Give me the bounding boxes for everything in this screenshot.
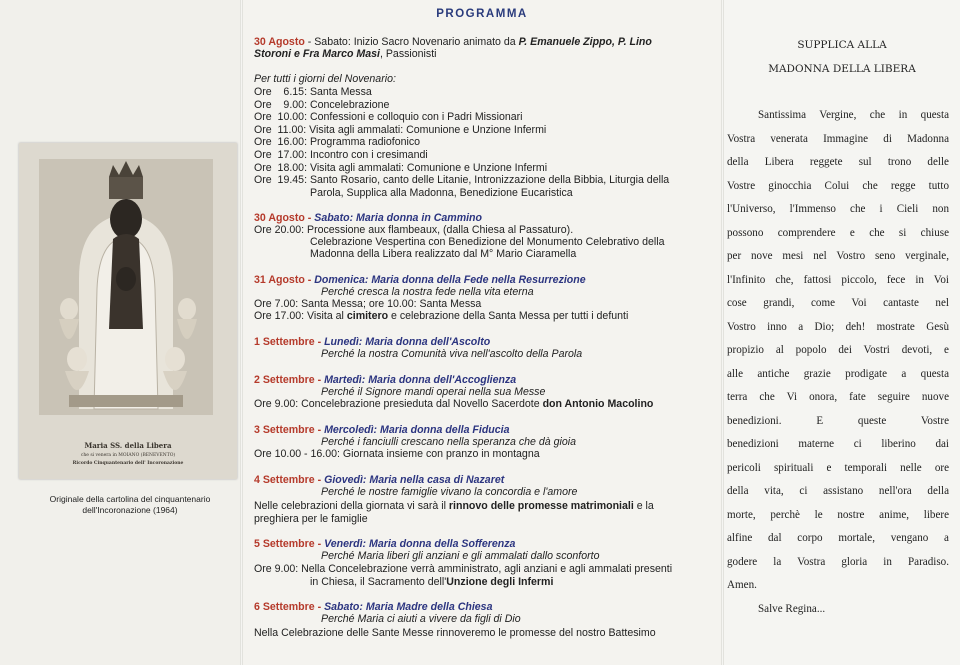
prayer-line: cose grandi, come Voi cantaste nel (727, 297, 949, 309)
prayer-line: benedizioni. E queste Vostre (727, 414, 949, 427)
event-line (254, 500, 654, 512)
time: Ore 6.15 (254, 86, 305, 98)
prayer-line: della Libera reggete sul trono delle (727, 156, 949, 168)
activity: : Incontro con i cresimandi (304, 149, 428, 161)
sep: - (314, 336, 325, 348)
event-line (254, 310, 628, 322)
theme: Giovedì: Maria nella casa di Nazaret (324, 474, 505, 486)
prayer-line: morte, perchè le nostre anime, libere (727, 508, 949, 521)
event-line: Ore 7.00: Santa Messa; ore 10.00: Santa Messa (254, 298, 482, 310)
event-line: Madonna della Libera realizzato dal M° Mario Ciaramella (310, 248, 577, 260)
time: Ore 9.00 (254, 98, 305, 111)
sep: - (314, 374, 325, 386)
postcard-title: Maria SS. della Libera (84, 441, 172, 450)
prayer-line: Vostre ginocchia Colui che regge tutto (727, 179, 949, 192)
date: 31 Agosto (254, 274, 305, 286)
date: 5 Settembre (254, 538, 315, 550)
motto: Perché i fanciulli crescano nella speranza che dà gioia (321, 436, 576, 448)
sep: - (314, 538, 325, 550)
prayer-line: alfine dal corpo mortale, vengano a (727, 532, 949, 544)
event-line: Nella Celebrazione delle Sante Messe rinnoveremo le promesse del nostro Battesimo (254, 627, 656, 639)
missionaries: P. Emanuele Zippo, P. Lino (518, 36, 652, 48)
motto: Perché il Signore mandi operai nella sua Messe (321, 386, 546, 398)
prayer-line: Vostra venerata Immagine di Madonna (727, 132, 949, 145)
day1-line (254, 48, 437, 60)
prayer-line: l'Infinito che, fattosi piccolo, fece in Voi (727, 273, 949, 286)
day-heading (254, 538, 515, 550)
event-line: preghiera per le famiglie (254, 513, 368, 525)
highlight: Unzione degli Infermi (446, 576, 554, 588)
prayer-closing: Salve Regina... (758, 603, 826, 615)
sep: - (314, 424, 325, 436)
day-heading (254, 336, 490, 348)
theme: Domenica: Maria donna della Fede nella Resurrezione (314, 274, 586, 286)
caption-line: Originale della cartolina del cinquantenario (49, 494, 211, 504)
day-heading (254, 474, 504, 486)
day-heading (254, 601, 492, 613)
theme: Martedì: Maria donna dell'Accoglienza (324, 374, 517, 386)
prayer-title: SUPPLICA ALLA (797, 39, 887, 51)
prayer-line: alle antiche grazie prodigate a questa (727, 367, 949, 380)
day1-line (254, 36, 652, 48)
sep: - (304, 274, 315, 286)
date: 2 Settembre (254, 374, 315, 386)
date: 6 Settembre (254, 601, 315, 613)
time: Ore 18.00 (254, 161, 305, 174)
activity: : Santo Rosario, canto delle Litanie, Intronizzazione della Bibbia, Liturgia della (304, 174, 670, 187)
time: Ore 17.00 (254, 149, 305, 161)
activity: : Programma radiofonico (304, 136, 421, 149)
prayer-line: godere la Vostra gloria in Paradiso. (727, 555, 949, 568)
prayer-line: Amen. (727, 579, 757, 591)
prayer-line: propizio al popolo dei Vostri devoti, e (727, 344, 949, 356)
text: - Sabato: Inizio Sacro Novenario animato da (304, 36, 519, 48)
date: 30 Agosto (254, 36, 305, 48)
prayer-line: pericoli spirituali e temporali nelle ore (727, 461, 949, 474)
date: 1 Settembre (254, 336, 315, 348)
sep: - (314, 601, 325, 613)
theme: Lunedì: Maria donna dell'Ascolto (324, 336, 491, 348)
time: Ore 19.45 (254, 174, 305, 187)
event-line: Ore 9.00: Nella Concelebrazione verrà amministrato, agli anziani e agli ammalati presenti (254, 563, 673, 575)
theme: Venerdì: Maria donna della Sofferenza (324, 538, 516, 550)
motto: Perché cresca la nostra fede nella vita eterna (321, 286, 534, 298)
activity: : Concelebrazione (304, 98, 390, 111)
prayer-line: possono comprendere e che si chiuse (727, 226, 949, 239)
day-heading (254, 212, 482, 224)
time: Ore 16.00 (254, 136, 305, 149)
event-line: Celebrazione Vespertina con Benedizione del Monumento Celebrativo della (310, 236, 665, 248)
novenario-continuation: Parola, Supplica alla Madonna, Benedizione Eucaristica (310, 187, 573, 199)
motto: Perché Maria ci aiuti a vivere da figli di Dio (321, 613, 521, 625)
prayer-line: Vostro inno a Dio; deh! mostrate Gesù (727, 320, 949, 333)
schedule-row (254, 149, 428, 161)
day-heading (254, 374, 516, 386)
text: e la (633, 500, 654, 512)
event-line (254, 398, 653, 410)
date: 4 Settembre (254, 474, 315, 486)
motto: Perché la nostra Comunità viva nell'ascolto della Parola (321, 348, 583, 360)
postcard-subtitle: che si venera in MOIANO (BENEVENTO) (80, 453, 176, 458)
missionaries: Storoni e Fra Marco Masi (254, 48, 380, 60)
postcard (19, 143, 237, 479)
activity: : Visita agli ammalati: Comunione e Unzione Infermi (303, 123, 547, 136)
prayer-line: della vita, ci assistano nell'ora della (727, 485, 949, 497)
theme: Sabato: Maria Madre della Chiesa (324, 601, 493, 613)
prayer-line: l'Universo, l'Immenso che i Cieli non (727, 203, 949, 215)
theme: Mercoledì: Maria donna della Fiducia (324, 424, 510, 436)
prayer-line: per nove mesi nel Vostro seno verginale, (727, 250, 949, 262)
sep: - (304, 212, 315, 224)
event-line: Ore 20.00: Processione aux flambeaux, (dalla Chiesa al Passaturo). (254, 224, 574, 236)
schedule-row (254, 174, 669, 186)
prayer-line: Santissima Vergine, che in questa (758, 109, 949, 121)
time: Ore 10.00 (254, 111, 305, 124)
schedule-row (254, 99, 389, 111)
text: Nelle celebrazioni della giornata vi sarà il (254, 500, 449, 512)
schedule-row (254, 162, 547, 174)
schedule-row (254, 86, 372, 98)
motto: Perché le nostre famiglie vivano la concordia e l'amore (321, 486, 578, 498)
prayer-line: terra che Vi onora, fate seguire nuove (727, 391, 949, 403)
left-panel (0, 0, 240, 665)
text: in Chiesa, il Sacramento dell' (310, 576, 447, 588)
novenario-heading: Per tutti i giorni del Novenario: (254, 73, 396, 85)
date: 30 Agosto (254, 212, 305, 224)
program-title: PROGRAMMA (436, 8, 528, 20)
highlight: cimitero (346, 310, 389, 322)
schedule-row (254, 124, 546, 136)
date: 3 Settembre (254, 424, 315, 436)
text: Ore 17.00: Visita al (254, 310, 347, 322)
prayer-panel (724, 0, 960, 665)
schedule-row (254, 111, 523, 123)
program-panel (243, 0, 721, 665)
theme: Sabato: Maria donna in Cammino (314, 212, 483, 224)
activity: : Santa Messa (304, 86, 372, 98)
day-heading (254, 274, 586, 286)
activity: : Confessioni e colloquio con i Padri Missionari (304, 111, 523, 124)
schedule-row (254, 136, 420, 148)
text: , Passionisti (379, 48, 437, 60)
highlight: rinnovo delle promesse matrimoniali (448, 500, 634, 512)
caption-line: dell'Incoronazione (1964) (82, 504, 178, 515)
motto: Perché Maria liberi gli anziani e gli ammalati dallo sconforto (321, 550, 600, 562)
time: Ore 11.00 (254, 123, 304, 136)
activity: : Visita agli ammalati: Comunione e Unzione Infermi (304, 161, 548, 174)
day-heading (254, 424, 510, 436)
text: e celebrazione della Santa Messa per tutti i defunti (388, 310, 629, 322)
postcard-caption (30, 494, 230, 515)
text: Ore 9.00: Concelebrazione presieduta dal Novello Sacerdote (254, 398, 543, 410)
sep: - (314, 474, 325, 486)
prayer-line: benedizioni materne ci liberino dai (727, 438, 949, 450)
event-line (310, 576, 553, 588)
highlight: don Antonio Macolino (542, 398, 654, 410)
prayer-title: MADONNA DELLA LIBERA (768, 63, 916, 75)
event-line: Ore 10.00 - 16.00: Giornata insieme con pranzo in montagna (254, 448, 540, 460)
madonna-photo (39, 159, 213, 415)
postcard-note: Ricordo Cinquantenario dell' Incoronazione (72, 461, 184, 466)
